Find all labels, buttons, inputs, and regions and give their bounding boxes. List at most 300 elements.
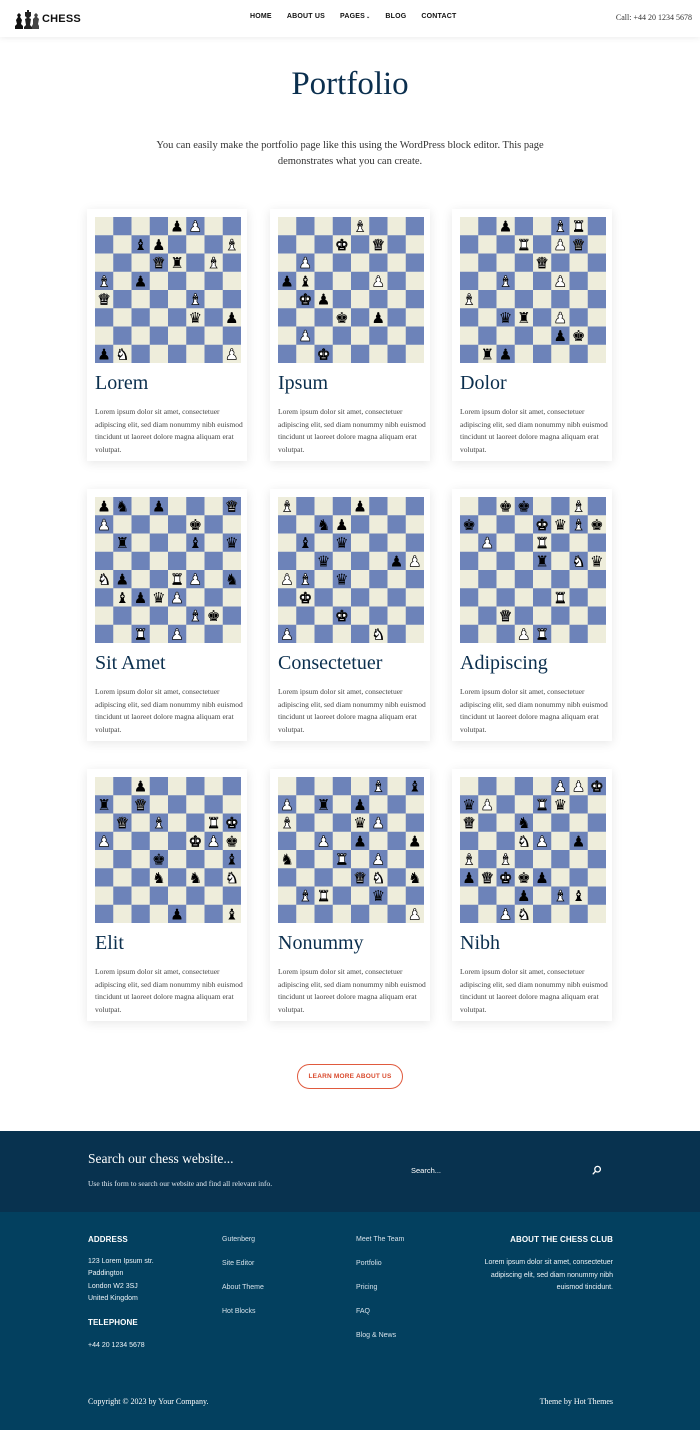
- chess-piece-icon: ♚: [335, 308, 349, 327]
- board-square: [205, 515, 224, 534]
- board-square: [369, 552, 388, 571]
- board-square: [223, 777, 241, 796]
- page-intro: You can easily make the portfolio page like this using the WordPress block editor. This page demonstrates what you can create.: [156, 140, 544, 167]
- board-square: [186, 905, 205, 923]
- board-square: [278, 235, 297, 254]
- chessboard-image: [278, 217, 424, 363]
- board-square: [369, 534, 388, 553]
- board-square: [369, 795, 388, 814]
- board-square: [588, 327, 606, 346]
- board-square: [478, 570, 497, 589]
- board-square: [150, 607, 169, 626]
- board-square: [369, 290, 388, 309]
- board-square: [351, 272, 370, 291]
- board-square: [315, 570, 334, 589]
- chess-piece-icon: ♞: [371, 868, 386, 887]
- card-title[interactable]: Ipsum: [278, 372, 328, 394]
- chess-piece-icon: ♜: [97, 795, 111, 814]
- chessboard-image: [278, 777, 424, 923]
- nav-item-blog[interactable]: BLOG: [385, 13, 407, 20]
- board-square: [113, 795, 132, 814]
- header-phone[interactable]: Call: +44 20 1234 5678: [615, 13, 692, 22]
- chess-piece-icon: ♟: [115, 570, 130, 589]
- board-square: [296, 552, 315, 571]
- card-text: Lorem ipsum dolor sit amet, consectetuer adipiscing elit, sed diam nonummy nibh euismod tincidunt ut laoreet dolore magna aliquam erat volutpat.: [460, 967, 608, 1014]
- chessboard-image: [278, 497, 424, 643]
- site-footer: [0, 1212, 700, 1430]
- board-square: [533, 235, 552, 254]
- chess-piece-icon: ♝: [225, 235, 239, 254]
- board-square: [168, 607, 187, 626]
- chess-piece-icon: ♟: [188, 570, 203, 589]
- board-square: [351, 905, 370, 923]
- chessboard-image: [460, 497, 606, 643]
- portfolio-card[interactable]: [452, 489, 612, 741]
- board-square: [588, 795, 606, 814]
- board-square: [278, 777, 297, 796]
- board-square: [333, 345, 352, 363]
- chess-piece-icon: ♞: [571, 552, 586, 571]
- board-square: [95, 814, 114, 833]
- chess-piece-icon: ♜: [133, 625, 148, 643]
- chess-piece-icon: ♟: [170, 217, 184, 236]
- board-square: [132, 552, 151, 571]
- board-square: [205, 308, 224, 327]
- board-square: [333, 588, 352, 607]
- board-square: [315, 217, 334, 236]
- board-square: [388, 515, 407, 534]
- chess-piece-icon: ♛: [133, 795, 148, 814]
- board-square: [278, 217, 297, 236]
- board-square: [551, 497, 570, 516]
- chess-piece-icon: ♛: [316, 552, 331, 571]
- footer-link-pricing[interactable]: Pricing: [356, 1284, 378, 1291]
- board-square: [369, 607, 388, 626]
- board-square: [515, 588, 534, 607]
- board-square: [150, 272, 169, 291]
- board-square: [113, 887, 132, 906]
- portfolio-card[interactable]: [270, 489, 430, 741]
- board-square: [278, 607, 297, 626]
- telephone-number[interactable]: +44 20 1234 5678: [88, 1342, 145, 1349]
- main-nav: [250, 13, 472, 20]
- chess-piece-icon: ♚: [590, 515, 604, 534]
- address-line: 123 Lorem Ipsum str.: [88, 1258, 154, 1265]
- portfolio-card[interactable]: [452, 769, 612, 1021]
- board-square: [132, 570, 151, 589]
- board-square: [406, 497, 424, 516]
- board-square: [533, 272, 552, 291]
- board-square: [315, 814, 334, 833]
- board-square: [333, 868, 352, 887]
- chess-piece-icon: ♚: [225, 832, 239, 851]
- chess-piece-icon: ♟: [371, 850, 386, 869]
- chess-piece-icon: ♛: [462, 814, 476, 833]
- board-square: [205, 905, 224, 923]
- board-square: [205, 887, 224, 906]
- board-square: [296, 607, 315, 626]
- board-square: [333, 254, 352, 273]
- chess-piece-icon: ♜: [553, 588, 568, 607]
- board-square: [132, 814, 151, 833]
- board-square: [460, 905, 479, 923]
- board-square: [205, 290, 224, 309]
- chess-piece-icon: ♝: [462, 290, 476, 309]
- portfolio-card[interactable]: [87, 769, 247, 1021]
- board-square: [168, 235, 187, 254]
- page-title: Portfolio: [291, 66, 409, 102]
- card-title[interactable]: Elit: [95, 932, 124, 954]
- chess-piece-icon: ♛: [335, 570, 349, 589]
- board-square: [132, 217, 151, 236]
- board-square: [460, 345, 479, 363]
- board-square: [515, 345, 534, 363]
- board-square: [570, 905, 589, 923]
- board-square: [186, 254, 205, 273]
- chess-piece-icon: ♛: [335, 534, 349, 553]
- board-square: [533, 905, 552, 923]
- chessboard-image: [95, 777, 241, 923]
- board-square: [588, 850, 606, 869]
- board-square: [150, 534, 169, 553]
- board-square: [223, 795, 241, 814]
- board-square: [497, 570, 516, 589]
- board-square: [150, 308, 169, 327]
- chess-piece-icon: ♛: [462, 795, 476, 814]
- board-square: [95, 588, 114, 607]
- chess-piece-icon: ♟: [553, 308, 568, 327]
- footer-link-portfolio[interactable]: Portfolio: [356, 1260, 382, 1267]
- board-square: [460, 570, 479, 589]
- chess-piece-icon: ♛: [152, 254, 166, 273]
- chess-piece-icon: ♝: [225, 905, 239, 923]
- chess-piece-icon: ♟: [97, 515, 111, 534]
- board-square: [497, 327, 516, 346]
- chess-piece-icon: ♚: [298, 588, 313, 607]
- footer-link-hot-blocks[interactable]: Hot Blocks: [222, 1308, 256, 1315]
- chess-piece-icon: ♜: [517, 235, 531, 254]
- board-square: [406, 272, 424, 291]
- board-square: [223, 515, 241, 534]
- board-square: [369, 345, 388, 363]
- theme-credit[interactable]: Theme by Hot Themes: [539, 1397, 613, 1406]
- nav-item-home[interactable]: HOME: [250, 13, 272, 20]
- board-square: [113, 850, 132, 869]
- card-title[interactable]: Lorem: [95, 372, 149, 394]
- chess-piece-icon: ♝: [188, 534, 203, 553]
- board-square: [223, 625, 241, 643]
- search-icon[interactable]: [592, 1165, 602, 1175]
- chess-piece-icon: ♝: [498, 272, 513, 291]
- board-square: [369, 570, 388, 589]
- board-square: [478, 552, 497, 571]
- board-square: [497, 814, 516, 833]
- board-square: [333, 552, 352, 571]
- board-square: [588, 272, 606, 291]
- board-square: [460, 254, 479, 273]
- board-square: [588, 588, 606, 607]
- board-square: [278, 345, 297, 363]
- board-square: [351, 254, 370, 273]
- chess-piece-icon: ♚: [335, 235, 349, 254]
- board-square: [351, 850, 370, 869]
- board-square: [315, 868, 334, 887]
- chess-piece-icon: ♞: [280, 850, 294, 869]
- chess-piece-icon: ♝: [298, 570, 313, 589]
- chess-piece-icon: ♚: [298, 290, 313, 309]
- board-square: [113, 777, 132, 796]
- board-square: [168, 290, 187, 309]
- board-square: [570, 290, 589, 309]
- board-square: [95, 777, 114, 796]
- board-square: [388, 327, 407, 346]
- board-square: [205, 570, 224, 589]
- chess-piece-icon: ♝: [553, 217, 568, 236]
- board-square: [497, 254, 516, 273]
- board-square: [132, 308, 151, 327]
- board-square: [351, 345, 370, 363]
- board-square: [460, 607, 479, 626]
- board-square: [588, 905, 606, 923]
- chess-piece-icon: ♟: [225, 308, 239, 327]
- board-square: [551, 552, 570, 571]
- board-square: [351, 515, 370, 534]
- board-square: [515, 607, 534, 626]
- board-square: [588, 217, 606, 236]
- chess-piece-icon: ♟: [571, 777, 586, 796]
- board-square: [351, 887, 370, 906]
- chess-piece-icon: ♝: [97, 272, 111, 291]
- chess-piece-icon: ♟: [553, 327, 568, 346]
- board-square: [388, 588, 407, 607]
- chess-piece-icon: ♟: [517, 887, 531, 906]
- board-square: [150, 327, 169, 346]
- board-square: [351, 290, 370, 309]
- board-square: [296, 497, 315, 516]
- board-square: [150, 552, 169, 571]
- chess-piece-icon: ♝: [280, 497, 294, 516]
- chess-piece-icon: ♟: [152, 497, 166, 516]
- board-square: [315, 850, 334, 869]
- board-square: [113, 290, 132, 309]
- board-square: [333, 887, 352, 906]
- board-square: [551, 607, 570, 626]
- board-square: [478, 497, 497, 516]
- board-square: [478, 832, 497, 851]
- board-square: [95, 868, 114, 887]
- board-square: [278, 887, 297, 906]
- board-square: [168, 308, 187, 327]
- board-square: [351, 308, 370, 327]
- card-title[interactable]: Consectetuer: [278, 652, 383, 674]
- board-square: [150, 777, 169, 796]
- card-text: Lorem ipsum dolor sit amet, consectetuer adipiscing elit, sed diam nonummy nibh euismod tincidunt ut laoreet dolore magna aliquam erat volutpat.: [95, 687, 243, 734]
- board-square: [205, 327, 224, 346]
- copyright: Copyright © 2023 by Your Company.: [88, 1397, 209, 1406]
- board-square: [551, 254, 570, 273]
- search-title: Search our chess website...: [88, 1151, 234, 1166]
- portfolio-card[interactable]: [87, 489, 247, 741]
- board-square: [406, 254, 424, 273]
- board-square: [132, 515, 151, 534]
- board-square: [150, 290, 169, 309]
- board-square: [186, 497, 205, 516]
- board-square: [406, 217, 424, 236]
- chess-piece-icon: ♚: [206, 607, 221, 626]
- chess-piece-icon: ♜: [170, 570, 184, 589]
- board-square: [296, 625, 315, 643]
- board-square: [205, 217, 224, 236]
- board-square: [150, 345, 169, 363]
- board-square: [533, 814, 552, 833]
- board-square: [132, 290, 151, 309]
- chess-piece-icon: ♚: [335, 607, 349, 626]
- chess-piece-icon: ♛: [535, 254, 549, 273]
- footer-link-faq[interactable]: FAQ: [356, 1308, 371, 1315]
- board-square: [315, 254, 334, 273]
- board-square: [333, 814, 352, 833]
- board-square: [515, 217, 534, 236]
- nav-item-about-us[interactable]: ABOUT US: [286, 13, 325, 20]
- portfolio-card[interactable]: [270, 769, 430, 1021]
- board-square: [223, 272, 241, 291]
- search-input[interactable]: [405, 1159, 610, 1183]
- board-square: [132, 868, 151, 887]
- board-square: [460, 588, 479, 607]
- board-square: [205, 235, 224, 254]
- board-square: [150, 795, 169, 814]
- footer-link-blog-news[interactable]: Blog & News: [356, 1332, 397, 1339]
- board-square: [478, 905, 497, 923]
- chess-piece-icon: ♟: [335, 515, 349, 534]
- board-square: [570, 272, 589, 291]
- board-square: [369, 515, 388, 534]
- board-square: [95, 254, 114, 273]
- portfolio-card[interactable]: [452, 209, 612, 461]
- chess-piece-icon: ♝: [188, 607, 203, 626]
- chess-piece-icon: ♟: [480, 534, 495, 553]
- chess-piece-icon: ♟: [535, 832, 549, 851]
- chess-piece-icon: ♟: [480, 795, 495, 814]
- board-square: [296, 217, 315, 236]
- chess-piece-icon: ♛: [371, 235, 386, 254]
- card-title[interactable]: Adipiscing: [460, 652, 548, 674]
- board-square: [388, 497, 407, 516]
- chess-piece-icon: ♚: [188, 832, 203, 851]
- board-square: [296, 777, 315, 796]
- footer-link-meet-the-team[interactable]: Meet The Team: [356, 1236, 405, 1243]
- board-square: [351, 534, 370, 553]
- footer-link-site-editor[interactable]: Site Editor: [222, 1260, 255, 1267]
- board-square: [278, 534, 297, 553]
- chess-piece-icon: ♛: [590, 552, 604, 571]
- board-square: [333, 777, 352, 796]
- board-square: [351, 625, 370, 643]
- chess-piece-icon: ♟: [97, 345, 111, 363]
- board-square: [570, 868, 589, 887]
- board-square: [588, 887, 606, 906]
- chess-piece-icon: ♚: [188, 515, 203, 534]
- board-square: [551, 814, 570, 833]
- board-square: [406, 290, 424, 309]
- board-square: [478, 777, 497, 796]
- chess-piece-icon: ♞: [517, 814, 531, 833]
- board-square: [515, 570, 534, 589]
- about-heading: ABOUT THE CHESS CLUB: [510, 1235, 613, 1244]
- board-square: [388, 570, 407, 589]
- chess-piece-icon: ♟: [280, 570, 294, 589]
- card-title[interactable]: Nonummy: [278, 932, 364, 954]
- board-square: [315, 235, 334, 254]
- board-square: [478, 814, 497, 833]
- board-square: [296, 905, 315, 923]
- board-square: [369, 832, 388, 851]
- footer-link-about-theme[interactable]: About Theme: [222, 1284, 264, 1291]
- board-square: [497, 290, 516, 309]
- board-square: [388, 217, 407, 236]
- board-square: [588, 290, 606, 309]
- board-square: [278, 254, 297, 273]
- site-logo[interactable]: [12, 8, 81, 30]
- board-square: [132, 254, 151, 273]
- board-square: [588, 308, 606, 327]
- board-square: [570, 814, 589, 833]
- board-square: [406, 814, 424, 833]
- board-square: [186, 235, 205, 254]
- board-square: [205, 850, 224, 869]
- nav-item-pages[interactable]: [340, 13, 370, 20]
- chess-piece-icon: ♜: [571, 217, 586, 236]
- board-square: [95, 607, 114, 626]
- board-square: [388, 777, 407, 796]
- board-square: [113, 235, 132, 254]
- portfolio-card[interactable]: [87, 209, 247, 461]
- chessboard-image: [460, 217, 606, 363]
- card-title[interactable]: Nibh: [460, 932, 500, 954]
- card-title[interactable]: Sit Amet: [95, 652, 166, 674]
- portfolio-card[interactable]: [270, 209, 430, 461]
- board-square: [186, 814, 205, 833]
- board-square: [460, 217, 479, 236]
- board-square: [296, 235, 315, 254]
- board-square: [478, 254, 497, 273]
- board-square: [168, 515, 187, 534]
- board-square: [168, 887, 187, 906]
- learn-more-button[interactable]: LEARN MORE ABOUT US: [297, 1064, 403, 1089]
- chess-piece-icon: ♛: [480, 868, 495, 887]
- chess-piece-icon: ♛: [225, 497, 239, 516]
- chess-piece-icon: ♝: [225, 850, 239, 869]
- card-text: Lorem ipsum dolor sit amet, consectetuer adipiscing elit, sed diam nonummy nibh euismod tincidunt ut laoreet dolore magna aliquam erat volutpat.: [95, 407, 243, 454]
- board-square: [478, 327, 497, 346]
- board-square: [533, 887, 552, 906]
- board-square: [588, 814, 606, 833]
- board-square: [315, 905, 334, 923]
- chess-piece-icon: ♟: [462, 868, 476, 887]
- board-square: [497, 534, 516, 553]
- board-square: [351, 588, 370, 607]
- card-title[interactable]: Dolor: [460, 372, 507, 394]
- chess-piece-icon: ♞: [225, 868, 239, 887]
- nav-item-contact[interactable]: CONTACT: [421, 13, 457, 20]
- chess-piece-icon: ♟: [133, 588, 148, 607]
- footer-link-gutenberg[interactable]: Gutenberg: [222, 1236, 256, 1243]
- chess-piece-icon: ♝: [206, 254, 221, 273]
- board-square: [351, 570, 370, 589]
- board-square: [388, 345, 407, 363]
- board-square: [150, 570, 169, 589]
- chess-piece-icon: ♟: [553, 272, 568, 291]
